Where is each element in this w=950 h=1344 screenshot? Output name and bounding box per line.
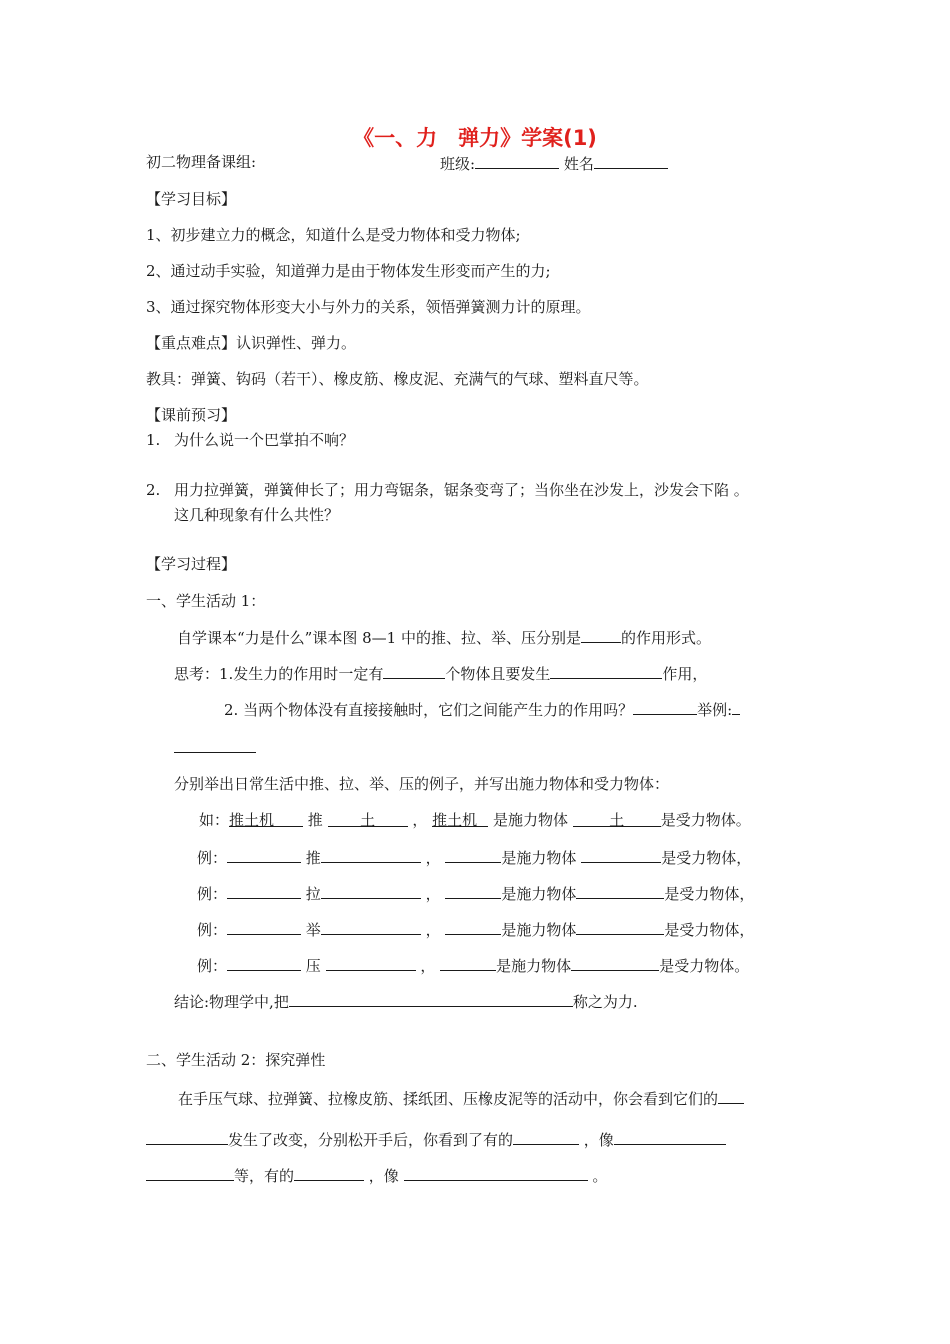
think1-text: 思考：1.发生力的作用时一定有	[174, 665, 384, 683]
form-blank[interactable]	[581, 846, 661, 863]
form-blank[interactable]	[445, 882, 501, 899]
think2-text: 2. 当两个物体没有直接接触时，它们之间能产生力的作用吗？	[224, 701, 634, 719]
activity2-line3-like: ，像	[368, 1167, 399, 1185]
row-prefix: 例：	[197, 849, 228, 867]
think2-continuation	[174, 736, 256, 758]
form-blank[interactable]	[576, 882, 664, 899]
activity2-line2-like: ，像	[583, 1131, 614, 1149]
goals-heading: 【学习目标】	[146, 190, 237, 208]
goal-item: 2、通过动手实验，知道弹力是由于物体发生形变而产生的力;	[146, 262, 551, 280]
class-field	[440, 152, 668, 174]
row-mid: 是施力物体	[501, 921, 577, 939]
class-label: 班级:	[440, 155, 476, 173]
activity1-line1	[177, 626, 711, 648]
process-heading: 【学习过程】	[146, 555, 237, 573]
form-blank[interactable]	[146, 1128, 228, 1145]
example-row	[197, 918, 754, 940]
form-blank[interactable]	[614, 1128, 726, 1145]
activity2-line1	[178, 1087, 744, 1109]
form-blank[interactable]	[227, 846, 301, 863]
conclusion-end: 称之为力.	[572, 993, 638, 1011]
conclusion-text: 结论:物理学中,把	[174, 993, 289, 1011]
form-blank[interactable]	[576, 918, 664, 935]
tools-line: 教具：弹簧、钩码（若干）、橡皮筋、橡皮泥、充满气的气球、塑料直尺等。	[146, 370, 649, 388]
sample-prefix: 如：	[199, 811, 230, 829]
form-blank[interactable]	[294, 1164, 364, 1181]
preview-q2-line2: 这几种现象有什么共性？	[174, 506, 340, 524]
activity2-line2	[146, 1128, 726, 1150]
form-blank[interactable]	[581, 626, 621, 643]
conclusion-line	[174, 990, 638, 1012]
sample-row	[199, 810, 751, 830]
form-blank[interactable]	[633, 698, 697, 715]
activity1-line1-end: 的作用形式。	[620, 629, 711, 647]
sample-object: 土	[328, 810, 408, 827]
row-comma: ，	[425, 849, 441, 867]
example-row	[197, 846, 751, 868]
sample-comma: ，	[412, 811, 428, 829]
row-end: 是受力物体，	[661, 849, 752, 867]
sample-agent: 推土机	[229, 810, 303, 827]
form-blank[interactable]	[326, 954, 416, 971]
sample-receiver: 土	[573, 810, 661, 827]
activity1-line1-text: 自学课本“力是什么”课本图 8—1 中的推、拉、举、压分别是	[177, 629, 581, 647]
form-blank[interactable]	[732, 698, 740, 715]
class-blank[interactable]	[475, 152, 559, 169]
activity2-line3	[146, 1164, 607, 1186]
sample-mid: 是施力物体	[492, 811, 568, 829]
row-verb: 推	[305, 849, 321, 867]
activity2-line3-end: 。	[592, 1167, 608, 1185]
preview-heading: 【课前预习】	[146, 406, 237, 424]
form-blank[interactable]	[404, 1164, 588, 1181]
page-title: 《一、力 弹力》学案(1)	[353, 126, 597, 150]
think-question-1	[174, 662, 707, 684]
form-blank[interactable]	[445, 846, 501, 863]
form-blank[interactable]	[445, 918, 501, 935]
key-points-label: 【重点难点】	[146, 334, 237, 352]
row-comma: ，	[425, 921, 441, 939]
goal-item: 3、通过探究物体形变大小与外力的关系，领悟弹簧测力计的原理。	[146, 298, 591, 316]
sample-agent-repeat: 推土机	[432, 810, 488, 827]
activity2-title: 二、学生活动 2：探究弹性	[146, 1051, 326, 1069]
form-blank[interactable]	[321, 846, 421, 863]
think-question-2	[224, 698, 740, 720]
form-blank[interactable]	[718, 1087, 744, 1104]
sample-end: 是受力物体。	[660, 811, 751, 829]
form-blank[interactable]	[513, 1128, 579, 1145]
preview-q1: 为什么说一个巴掌拍不响？	[174, 431, 355, 449]
form-blank[interactable]	[383, 662, 445, 679]
goal-item: 1、初步建立力的概念，知道什么是受力物体和受力物体;	[146, 226, 521, 244]
row-prefix: 例：	[197, 921, 228, 939]
activity1-title: 一、学生活动 1：	[146, 592, 266, 610]
row-mid: 是施力物体	[501, 849, 577, 867]
row-comma: ，	[420, 957, 436, 975]
think1-mid: 个物体且要发生	[445, 665, 551, 683]
form-blank[interactable]	[571, 954, 659, 971]
form-blank[interactable]	[321, 882, 421, 899]
activity2-line2-text: 发生了改变，分别松开手后，你看到了有的	[228, 1131, 514, 1149]
form-blank[interactable]	[289, 990, 573, 1007]
example-row	[197, 882, 754, 904]
activity2-line3-text: 等，有的	[234, 1167, 295, 1185]
row-prefix: 例：	[197, 957, 228, 975]
group-label: 初二物理备课组:	[146, 153, 257, 171]
sample-verb: 推	[307, 811, 323, 829]
form-blank[interactable]	[227, 918, 301, 935]
think2-example-label: 举例:	[697, 701, 733, 719]
form-blank[interactable]	[174, 736, 256, 753]
row-end: 是受力物体，	[664, 885, 755, 903]
example-row	[197, 954, 749, 976]
form-blank[interactable]	[146, 1164, 234, 1181]
row-comma: ，	[425, 885, 441, 903]
name-blank[interactable]	[594, 152, 668, 169]
preview-q2-line1: 用力拉弹簧，弹簧伸长了；用力弯锯条，锯条变弯了；当你坐在沙发上，沙发会下陷 。	[174, 481, 749, 499]
preview-q2-num: 2.	[146, 481, 161, 499]
row-mid: 是施力物体	[496, 957, 572, 975]
row-end: 是受力物体。	[659, 957, 750, 975]
key-points-text: 认识弹性、弹力。	[236, 334, 357, 352]
form-blank[interactable]	[321, 918, 421, 935]
form-blank[interactable]	[227, 954, 301, 971]
activity2-line1-text: 在手压气球、拉弹簧、拉橡皮筋、揉纸团、压橡皮泥等的活动中，你会看到它们的	[178, 1090, 719, 1108]
examples-intro: 分别举出日常生活中推、拉、举、压的例子，并写出施力物体和受力物体：	[174, 775, 670, 793]
think1-end: 作用，	[662, 665, 708, 683]
row-prefix: 例：	[197, 885, 228, 903]
row-end: 是受力物体，	[664, 921, 755, 939]
form-blank[interactable]	[550, 662, 662, 679]
row-verb: 拉	[305, 885, 321, 903]
form-blank[interactable]	[440, 954, 496, 971]
form-blank[interactable]	[227, 882, 301, 899]
name-label: 姓名	[563, 155, 594, 173]
row-mid: 是施力物体	[501, 885, 577, 903]
row-verb: 压	[305, 957, 321, 975]
row-verb: 举	[305, 921, 321, 939]
preview-q1-num: 1.	[146, 431, 161, 449]
key-points	[146, 333, 356, 353]
